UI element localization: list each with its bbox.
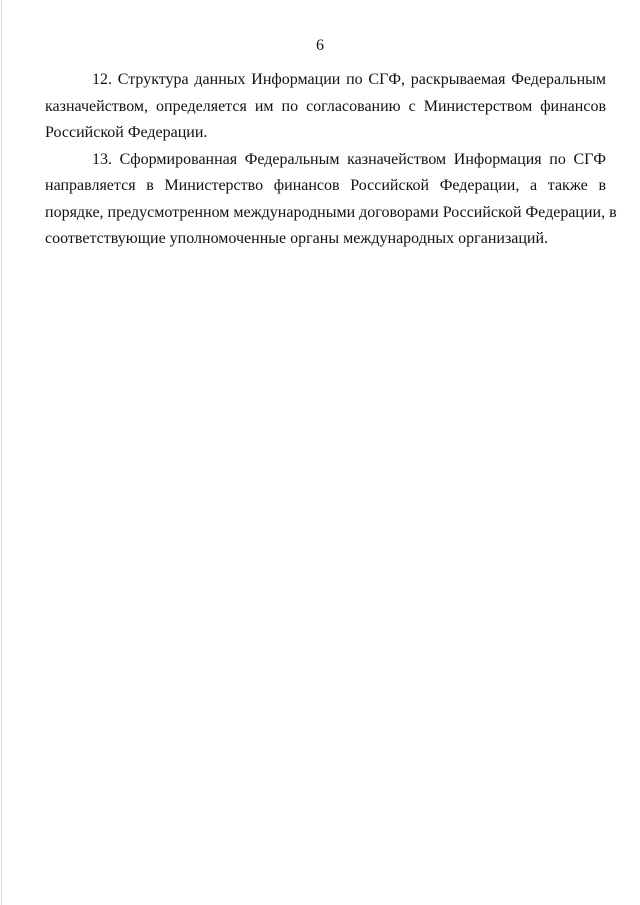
paragraph-line: Российской Федерации. [45,124,208,141]
paragraph-line: соответствующие уполномоченные органы международных организаций. [45,230,549,247]
scan-edge-line [1,0,2,905]
paragraph-line: порядке, предусмотренном международными договорами Российской Федерации, в [45,203,617,221]
paragraph-line: 12. Структура данных Информации по СГФ, раскрываемая Федеральным [92,71,606,88]
page-number: 6 [316,37,324,54]
paragraph-12 [45,67,606,147]
paragraph-13 [45,147,617,253]
document-body [45,67,617,253]
paragraph-line: казначейством, определяется им по согласованию с Министерством финансов [45,97,606,115]
paragraph-line: направляется в Министерство финансов Российской Федерации, а также в [45,177,606,194]
paragraph-line: 13. Сформированная Федеральным казначейством Информация по СГФ [92,150,606,168]
